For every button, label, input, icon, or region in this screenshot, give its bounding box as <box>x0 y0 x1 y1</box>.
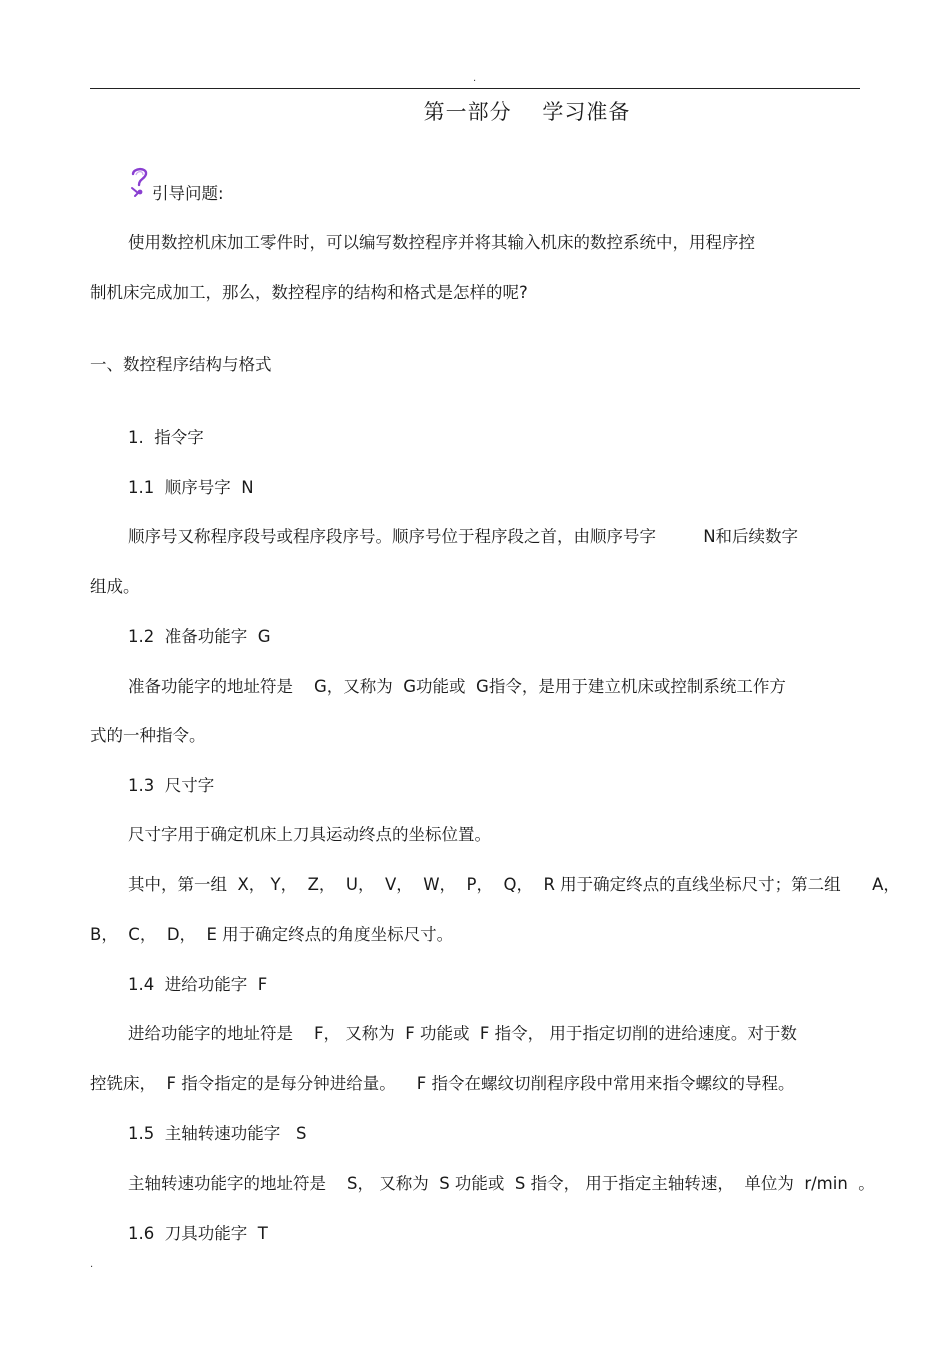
intro-line-1: 使用数控机床加工零件时，可以编写数控程序并将其输入机床的数控系统中，用程序控 <box>128 233 755 252</box>
intro-line-2: 制机床完成加工，那么，数控程序的结构和格式是怎样的呢? <box>90 283 528 302</box>
paragraph-1-2-line-2: 式的一种指令。 <box>90 726 206 745</box>
paragraph-1-2-line-1: 准备功能字的地址符是 G，又称为 G功能或 G指令，是用于建立机床或控制系统工作方 <box>128 677 786 696</box>
subheading-1-3: 1.3 尺寸字 <box>128 776 215 795</box>
subheading-1-2: 1.2 准备功能字 G <box>128 627 271 646</box>
paragraph-1-1-line-2: 组成。 <box>90 577 140 596</box>
subheading-1: 1. 指令字 <box>128 428 204 447</box>
subheading-1-4: 1.4 进给功能字 F <box>128 975 268 994</box>
section-heading: 一、数控程序结构与格式 <box>90 355 272 374</box>
subheading-1-1: 1.1 顺序号字 N <box>128 478 254 497</box>
page-title: 第一部分 学习准备 <box>423 100 631 124</box>
paragraph-1-1-line-1: 顺序号又称程序段号或程序段序号。顺序号位于程序段之首，由顺序号字 N和后续数字 <box>128 527 799 546</box>
footer-dot: . <box>90 1259 94 1270</box>
paragraph-1-5: 主轴转速功能字的地址符是 S， 又称为 S 功能或 S 指令， 用于指定主轴转速， 单位为 r/min 。 <box>128 1174 875 1193</box>
guide-label: 引导问题: <box>152 184 224 203</box>
subheading-1-5: 1.5 主轴转速功能字 S <box>128 1124 307 1143</box>
paragraph-1-3b-line-1: 其中，第一组 X， Y， Z， U， V， W， P， Q， R 用于确定终点的直线坐标尺寸；第二组 A， <box>128 875 900 894</box>
paragraph-1-4-line-2: 控铣床， F 指令指定的是每分钟进给量。 F 指令在螺纹切削程序段中常用来指令螺纹的导程。 <box>90 1074 795 1093</box>
paragraph-1-3a: 尺寸字用于确定机床上刀具运动终点的坐标位置。 <box>128 825 491 844</box>
question-mark-icon <box>128 166 152 200</box>
paragraph-1-3b-line-2: B， C， D， E 用于确定终点的角度坐标尺寸。 <box>90 925 454 944</box>
header-dot: . <box>473 73 477 84</box>
paragraph-1-4-line-1: 进给功能字的地址符是 F， 又称为 F 功能或 F 指令， 用于指定切削的进给速度。对于数 <box>128 1024 797 1043</box>
header-rule <box>90 88 860 89</box>
subheading-1-6: 1.6 刀具功能字 T <box>128 1224 268 1243</box>
